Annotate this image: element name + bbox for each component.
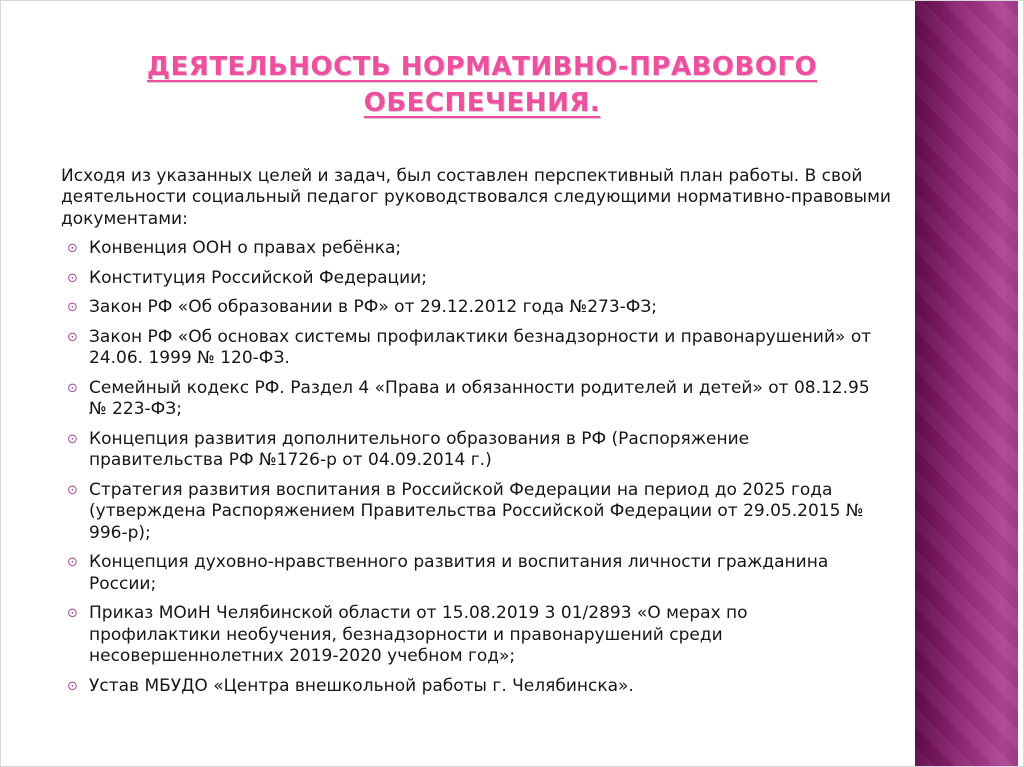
bullet-icon: ⊙ [67,380,78,396]
slide-content [1,1,917,766]
bullet-text: Семейный кодекс РФ. Раздел 4 «Права и обязанности родителей и детей» от 08.12.95 № 223-ФЗ; [89,377,870,420]
bullet-text: Конституция Российской Федерации; [89,267,427,288]
bullet-icon: ⊙ [67,678,78,694]
bullet-icon: ⊙ [67,606,78,622]
list-item [61,327,903,370]
bullet-text: Концепция развития дополнительного образования в РФ (Распоряжение правительства РФ №1726-р от 04.09.2014 г.) [89,428,750,471]
bullet-text: Концепция духовно-нравственного развития и воспитания личности гражданина России; [89,552,829,594]
list-item [61,238,903,260]
list-item [61,603,903,668]
bullet-list [61,238,903,697]
bullet-icon: ⊙ [67,431,78,447]
bullet-text: Закон РФ «Об образовании в РФ» от 29.12.2012 года №273-ФЗ; [89,297,658,318]
bullet-text: Закон РФ «Об основах системы профилактики безнадзорности и правонарушений» от 24.06. 1999 № 120-ФЗ. [89,326,872,369]
list-item [61,552,903,595]
bullet-icon: ⊙ [67,555,78,571]
bullet-icon: ⊙ [67,482,78,498]
list-item [61,676,903,698]
bullet-text: Конвенция ООН о правах ребёнка; [89,238,402,259]
decorative-side-band [915,1,1018,766]
intro-paragraph: Исходя из указанных целей и задач, был составлен перспективный план работы. В свой деятельности социальный педагог руководствовался следующими нормативно-правовыми документами: [61,165,891,229]
list-item [61,429,903,472]
list-item [61,268,903,290]
bullet-text: Устав МБУДО «Центра внешкольной работы г. Челябинска». [89,675,634,696]
list-item [61,297,903,319]
list-item [61,480,903,545]
slide-title: ДЕЯТЕЛЬНОСТЬ НОРМАТИВНО-ПРАВОВОГО ОБЕСПЕЧЕНИЯ. [146,52,818,119]
bullet-icon: ⊙ [67,270,78,286]
bullet-icon: ⊙ [67,300,78,316]
bullet-text: Стратегия развития воспитания в Российской Федерации на период до 2025 года (утверждена Распоряжением Правительства Российской Федерации от 29.05.2015 № 996-р); [89,479,864,543]
list-item [61,378,903,421]
bullet-icon: ⊙ [67,241,78,257]
bullet-text: Приказ МОиН Челябинской области от 15.08.2019 3 01/2893 «О мерах по профилактики необучения, безнадзорности и правонарушений среди несовершеннолетних 2019-2020 учебном год»; [89,603,748,667]
bullet-icon: ⊙ [67,329,78,345]
